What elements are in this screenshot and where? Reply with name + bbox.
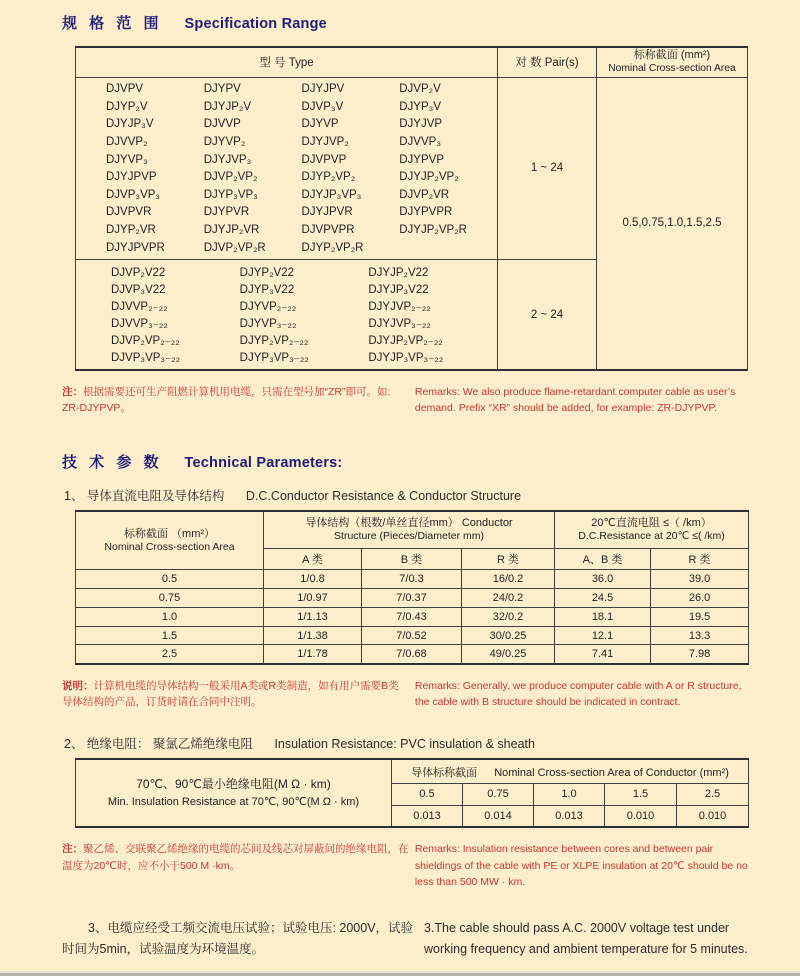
tech-area-en: Nominal Cross-section Area	[104, 540, 235, 553]
structure-a-cell: 1/1.38	[264, 626, 362, 645]
model-name: DJYJP₂VR	[203, 224, 260, 237]
model-row	[111, 348, 497, 365]
model-name: DJYP₃V	[399, 100, 441, 113]
model-row	[111, 298, 497, 315]
spec-note-zh	[62, 384, 415, 417]
resistance-r-cell: 19.5	[651, 607, 749, 626]
tech-resistance-zh: 20℃直流电阻 ≤（ /km）	[591, 517, 712, 530]
table-row	[76, 607, 749, 626]
model-list-block1	[76, 77, 498, 260]
structure-r-cell: 32/0.2	[462, 607, 555, 626]
model-name: DJYJPV	[301, 83, 345, 96]
ins-right-en: Nominal Cross-section Area of Conductor (mm²)	[494, 766, 729, 779]
model-name: DJYVP	[301, 118, 339, 131]
note-text: 计算机电缆的导体结构一般采用A类或R类制造，如有用户需要B类	[93, 679, 399, 692]
model-row	[111, 264, 497, 281]
item1-label	[64, 486, 800, 504]
ins-left-header	[76, 759, 392, 827]
model-name: DJYJP₂VP₂₋₂₂	[368, 335, 443, 348]
model-name: DJYPVR	[203, 206, 250, 219]
size-cell: 2.5	[677, 783, 749, 805]
spec-col-type-header: 型 号 Type	[76, 47, 498, 77]
tech-header-row1	[76, 511, 749, 549]
model-name: DJYJVP	[399, 118, 443, 131]
item1-label-en: D.C.Conductor Resistance & Conductor Structure	[245, 488, 522, 503]
model-name: DJYP₂VR	[106, 224, 156, 237]
size-cell: 1.0	[534, 783, 605, 805]
model-name: DJYJP₂V	[203, 100, 252, 113]
tech-area-zh: 标称截面 （mm²）	[123, 527, 216, 540]
resistance-value-cell: 0.010	[677, 805, 749, 827]
note-label: 说明：	[62, 679, 94, 692]
resistance-value-cell: 0.013	[392, 805, 463, 827]
model-name: DJYVP₂₋₂₂	[239, 301, 297, 314]
area-header-zh: 标称截面 (mm²)	[633, 49, 711, 62]
area-value-cell: 0.75	[76, 589, 264, 608]
structure-r-cell: 30/0.25	[462, 626, 555, 645]
model-name: DJVVP	[203, 118, 241, 131]
model-row	[106, 116, 497, 134]
item2-label	[64, 734, 800, 752]
tech-title-en: Technical Parameters:	[184, 454, 343, 471]
model-name: DJVVP₂	[106, 136, 148, 149]
structure-r-cell: 49/0.25	[462, 645, 555, 664]
model-name: DJVP₂VP₂	[203, 171, 258, 184]
model-name: DJYJVP₂₋₂₂	[368, 301, 431, 314]
spec-note	[62, 384, 750, 417]
tech-col-area	[76, 511, 264, 570]
size-cell: 0.5	[392, 783, 463, 805]
note-text: 温度为20℃时，应不小于500 M ·km。	[62, 859, 241, 872]
ins-right-header	[392, 759, 749, 783]
ins-note	[62, 841, 750, 890]
model-name: DJYP₃V22	[239, 283, 295, 296]
model-grid-2	[76, 260, 497, 369]
structure-a-cell: 1/1.78	[264, 645, 362, 664]
size-cell: 0.75	[463, 783, 534, 805]
model-row	[111, 281, 497, 298]
voltage-test-zh: 3、电缆应经受工频交流电压试验；试验电压: 2000V，试验时间为5min，试验温度为环境温度。	[62, 921, 414, 957]
model-name: DJYJP₃VP₃	[301, 188, 362, 201]
model-name: DJVVP₂₋₂₂	[111, 301, 168, 314]
resistance-ab-cell: 24.5	[555, 589, 651, 608]
model-name: DJYJPVP	[106, 171, 157, 184]
structure-b-cell: 7/0.68	[362, 645, 462, 664]
resistance-r-cell: 13.3	[651, 626, 749, 645]
model-name: DJVVP₃₋₂₂	[111, 318, 168, 331]
model-name: DJYJP₂VP₂R	[399, 224, 467, 237]
class-b-header: B 类	[362, 549, 462, 570]
model-name: DJVP₃V	[301, 100, 344, 113]
ins-note-en: Remarks: Insulation resistance between cores and between pair shieldings of the cable with PE or XLPE insulation at 20℃ should be no less than 500 MW · km.	[414, 843, 748, 888]
model-name: DJVP₂VP₂R	[203, 241, 266, 254]
structure-a-cell: 1/1.13	[264, 607, 362, 626]
resistance-value-cell: 0.014	[463, 805, 534, 827]
item1-label-zh: 1、 导体直流电阻及导体结构	[64, 488, 225, 503]
table-row	[76, 589, 749, 608]
note-text: 导体结构的产品，订货时请在合同中注明。	[62, 696, 262, 708]
ins-note-zh	[62, 841, 415, 890]
resistance-ab-cell: 12.1	[555, 626, 651, 645]
spec-table-header-row	[76, 47, 748, 77]
spec-col-area-header	[597, 47, 748, 77]
tech-col-resistance	[555, 511, 749, 549]
model-name: DJYJPVR	[301, 206, 353, 219]
tech-note-en: Remarks: Generally, we produce computer cable with A or R structure, the cable with B structure should be indicated in contract.	[414, 679, 742, 708]
model-name: DJYPVPR	[399, 206, 453, 219]
structure-b-cell: 7/0.3	[362, 570, 462, 589]
structure-a-cell: 1/0.97	[264, 589, 362, 608]
tech-structure-zh: 导体结构（根数/单丝直径mm） Conductor	[305, 517, 513, 530]
area-value-cell: 1.5	[76, 626, 264, 645]
model-row	[106, 98, 497, 116]
model-name: DJYP₂VP₂R	[301, 241, 364, 254]
spec-title-en: Specification Range	[184, 16, 327, 32]
model-name: DJYJP₃V22	[368, 283, 429, 296]
ins-left-zh: 70℃、90℃最小绝缘电阻(M Ω · km)	[136, 776, 331, 791]
model-name: DJVP₃VP₃₋₂₂	[111, 351, 181, 364]
model-name: DJYP₃VP₃	[203, 188, 258, 201]
voltage-test-paragraph	[62, 918, 754, 961]
resistance-r-cell: 26.0	[651, 589, 749, 608]
table-row	[76, 626, 749, 645]
model-name: DJYVP₃	[106, 153, 148, 166]
model-name: DJVP₂VR	[399, 188, 450, 201]
resistance-ab-cell: 7.41	[555, 645, 651, 664]
model-row	[111, 315, 497, 332]
resistance-ab-cell: 18.1	[555, 607, 651, 626]
structure-b-cell: 7/0.37	[362, 589, 462, 608]
class-ab-header: A、B 类	[555, 549, 651, 570]
spec-section-title	[62, 0, 800, 33]
model-name: DJYPV	[203, 83, 241, 96]
model-row	[106, 133, 497, 151]
structure-r-cell: 16/0.2	[462, 570, 555, 589]
note-label: 注：	[62, 386, 83, 399]
conductor-resistance-table	[75, 510, 749, 665]
tech-resistance-en: D.C.Resistance at 20℃ ≤( /km)	[578, 530, 725, 543]
class-r2-header: R 类	[651, 549, 749, 570]
model-name: DJYP₂VP₂₋₂₂	[239, 335, 309, 348]
model-row	[106, 81, 497, 99]
model-name: DJVVP₃	[399, 136, 441, 149]
model-name: DJYJP₃VP₃₋₂₂	[368, 351, 444, 364]
model-name: DJYVP₃₋₂₂	[239, 318, 297, 331]
tech-title-zh: 技 术 参 数	[62, 453, 163, 471]
structure-r-cell: 24/0.2	[462, 589, 555, 608]
specification-table	[75, 46, 748, 371]
model-name: DJYP₂V	[106, 100, 148, 113]
ins-left-en: Min. Insulation Resistance at 70℃, 90℃(M Ω · km)	[107, 796, 360, 809]
model-name: DJVPVPR	[301, 224, 355, 237]
tech-col-structure	[264, 511, 555, 549]
spec-title-zh: 规 格 范 围	[62, 15, 163, 32]
class-r-header: R 类	[462, 549, 555, 570]
resistance-ab-cell: 36.0	[555, 570, 651, 589]
note-label: 注：	[62, 843, 83, 856]
structure-a-cell: 1/0.8	[264, 570, 362, 589]
tech-section-title	[62, 451, 800, 472]
model-row	[106, 239, 497, 257]
model-name: DJYJVP₂	[301, 136, 349, 149]
pair-range-2: 2 ~ 24	[498, 260, 597, 370]
model-name: DJYJVP₃₋₂₂	[368, 318, 431, 331]
model-row	[106, 186, 497, 204]
model-name: DJVP₂V22	[111, 266, 166, 279]
size-cell: 1.5	[605, 783, 677, 805]
model-name: DJYJP₃V	[106, 118, 154, 131]
spec-block1-row	[76, 77, 748, 260]
area-value-cell: 1.0	[76, 607, 264, 626]
model-name: DJVP₃VP₃	[106, 188, 161, 201]
ins-right-zh: 导体标称截面	[411, 766, 478, 779]
model-name: DJYP₃VP₃₋₂₂	[239, 351, 309, 364]
resistance-r-cell: 7.98	[651, 645, 749, 664]
note-text: 根据需要还可生产阻燃计算机用电缆，只需在型号加“ZR”即可。如:	[83, 386, 391, 399]
model-name: DJYP₂VP₂	[301, 171, 356, 184]
item2-label-zh: 2、 绝缘电阻： 聚氯乙烯绝缘电阻	[64, 737, 253, 752]
voltage-test-en: 3.The cable should pass A.C. 2000V voltage test under working frequency and ambient temperature for 5 minutes.	[424, 921, 748, 957]
model-name: DJYVP₂	[203, 136, 246, 149]
model-name: DJYPVP	[399, 153, 444, 166]
tech-table-body	[76, 570, 749, 664]
insulation-resistance-table	[75, 758, 749, 828]
area-value-cell: 2.5	[76, 645, 264, 664]
tech-note	[62, 678, 750, 711]
resistance-value-cell: 0.013	[534, 805, 605, 827]
area-header-en: Nominal Cross-section Area	[608, 62, 736, 74]
area-value-cell: 0.5	[76, 570, 264, 589]
resistance-value-cell: 0.010	[605, 805, 677, 827]
structure-b-cell: 7/0.52	[362, 626, 462, 645]
class-a-header: A 类	[264, 549, 362, 570]
model-name: DJVP₃V22	[111, 283, 166, 296]
note-text: 聚乙烯、交联聚乙烯绝缘的电缆的芯间及线芯对屏蔽间的绝缘电阻，在	[83, 843, 409, 856]
model-name: DJYJPVPR	[106, 241, 165, 254]
model-name: DJYJVP₃	[203, 153, 252, 166]
model-row	[106, 221, 497, 239]
model-name: DJVP₂V	[399, 83, 441, 96]
cross-section-values: 0.5,0.75,1.0,1.5,2.5	[597, 77, 748, 370]
model-name: DJVPVR	[106, 206, 152, 219]
table-row	[76, 645, 749, 664]
model-list-block2	[76, 260, 498, 370]
resistance-r-cell: 39.0	[651, 570, 749, 589]
model-name: DJVP₂VP₂₋₂₂	[111, 335, 180, 348]
model-name: DJYJP₂VP₂	[399, 171, 459, 184]
structure-b-cell: 7/0.43	[362, 607, 462, 626]
note-text: ZR-DJYPVP。	[62, 402, 131, 415]
table-row	[76, 570, 749, 589]
model-name: DJVPV	[106, 83, 144, 96]
pair-range-1: 1 ~ 24	[498, 77, 597, 260]
spec-col-pairs-header: 对 数 Pair(s)	[498, 47, 597, 77]
model-name: DJVPVP	[301, 153, 347, 166]
model-row	[106, 151, 497, 169]
model-name: DJYP₂V22	[239, 266, 294, 279]
model-grid-1	[76, 78, 497, 260]
model-name: DJYJP₂V22	[368, 266, 429, 279]
model-row	[111, 332, 497, 349]
model-row	[106, 168, 497, 186]
tech-structure-en: Structure (Pieces/Diameter mm)	[334, 530, 484, 543]
ins-header-row	[76, 759, 749, 783]
model-row	[106, 204, 497, 222]
spec-note-en: Remarks: We also produce flame-retardant computer cable as user’s demand. Prefix “XR” should be added, for example: ZR-DJYPVP.	[414, 386, 736, 415]
tech-note-zh	[62, 678, 415, 711]
item2-label-en: Insulation Resistance: PVC insulation & sheath	[274, 737, 535, 752]
